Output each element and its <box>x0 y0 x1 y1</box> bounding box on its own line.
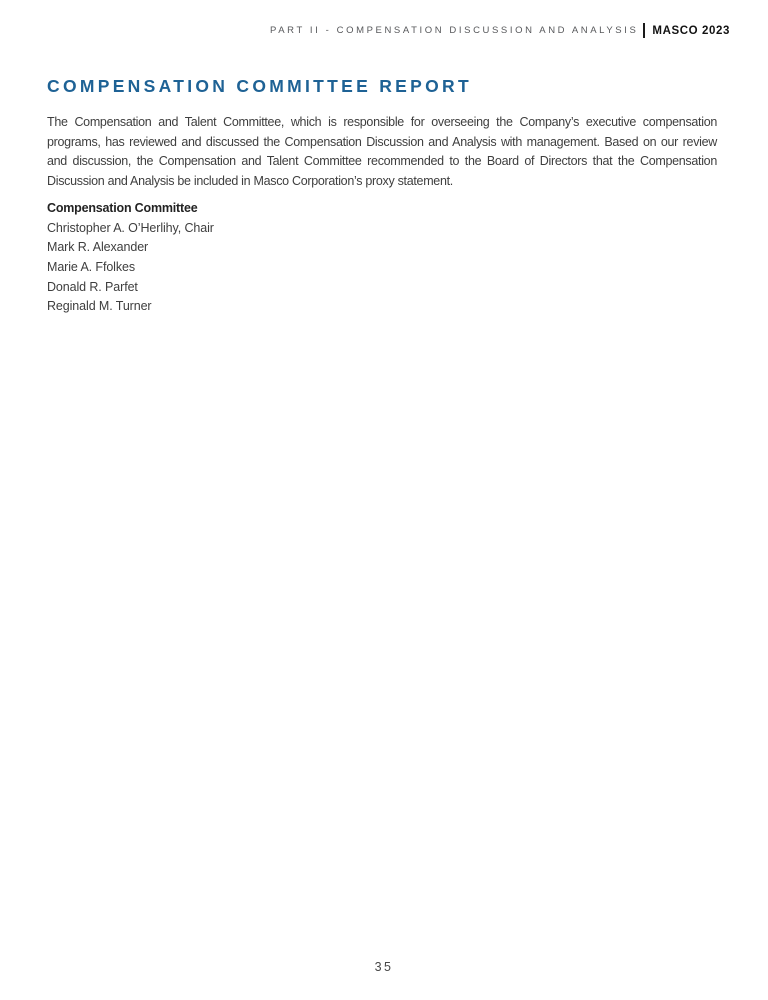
page-number: 35 <box>374 960 394 974</box>
header-section-label: PART II - COMPENSATION DISCUSSION AND ANALYSIS <box>269 25 639 36</box>
committee-member: Reginald M. Turner <box>47 299 152 314</box>
page-header <box>270 23 730 38</box>
header-brand: MASCO 2023 <box>652 24 730 37</box>
committee-heading: Compensation Committee <box>47 200 198 215</box>
page-footer <box>0 958 768 976</box>
committee-member: Donald R. Parfet <box>47 279 138 294</box>
committee-member: Christopher A. O’Herlihy, Chair <box>47 220 214 235</box>
committee-member: Mark R. Alexander <box>47 240 149 255</box>
committee-block <box>47 199 717 317</box>
report-paragraph: The Compensation and Talent Committee, which is responsible for overseeing the Company’s executive compensation programs, has reviewed and discussed the Compensation Discussion and Analysis with management. Based on our review and discussion, the Compensation and Talent Committee recommended to the Board of Directors that the Compensation Discussion and Analysis be included in Masco Corporation’s proxy statement. <box>47 115 717 189</box>
report-section <box>47 76 717 317</box>
header-divider <box>643 23 645 38</box>
committee-member: Marie A. Ffolkes <box>47 259 136 274</box>
section-title: COMPENSATION COMMITTEE REPORT <box>47 76 472 96</box>
